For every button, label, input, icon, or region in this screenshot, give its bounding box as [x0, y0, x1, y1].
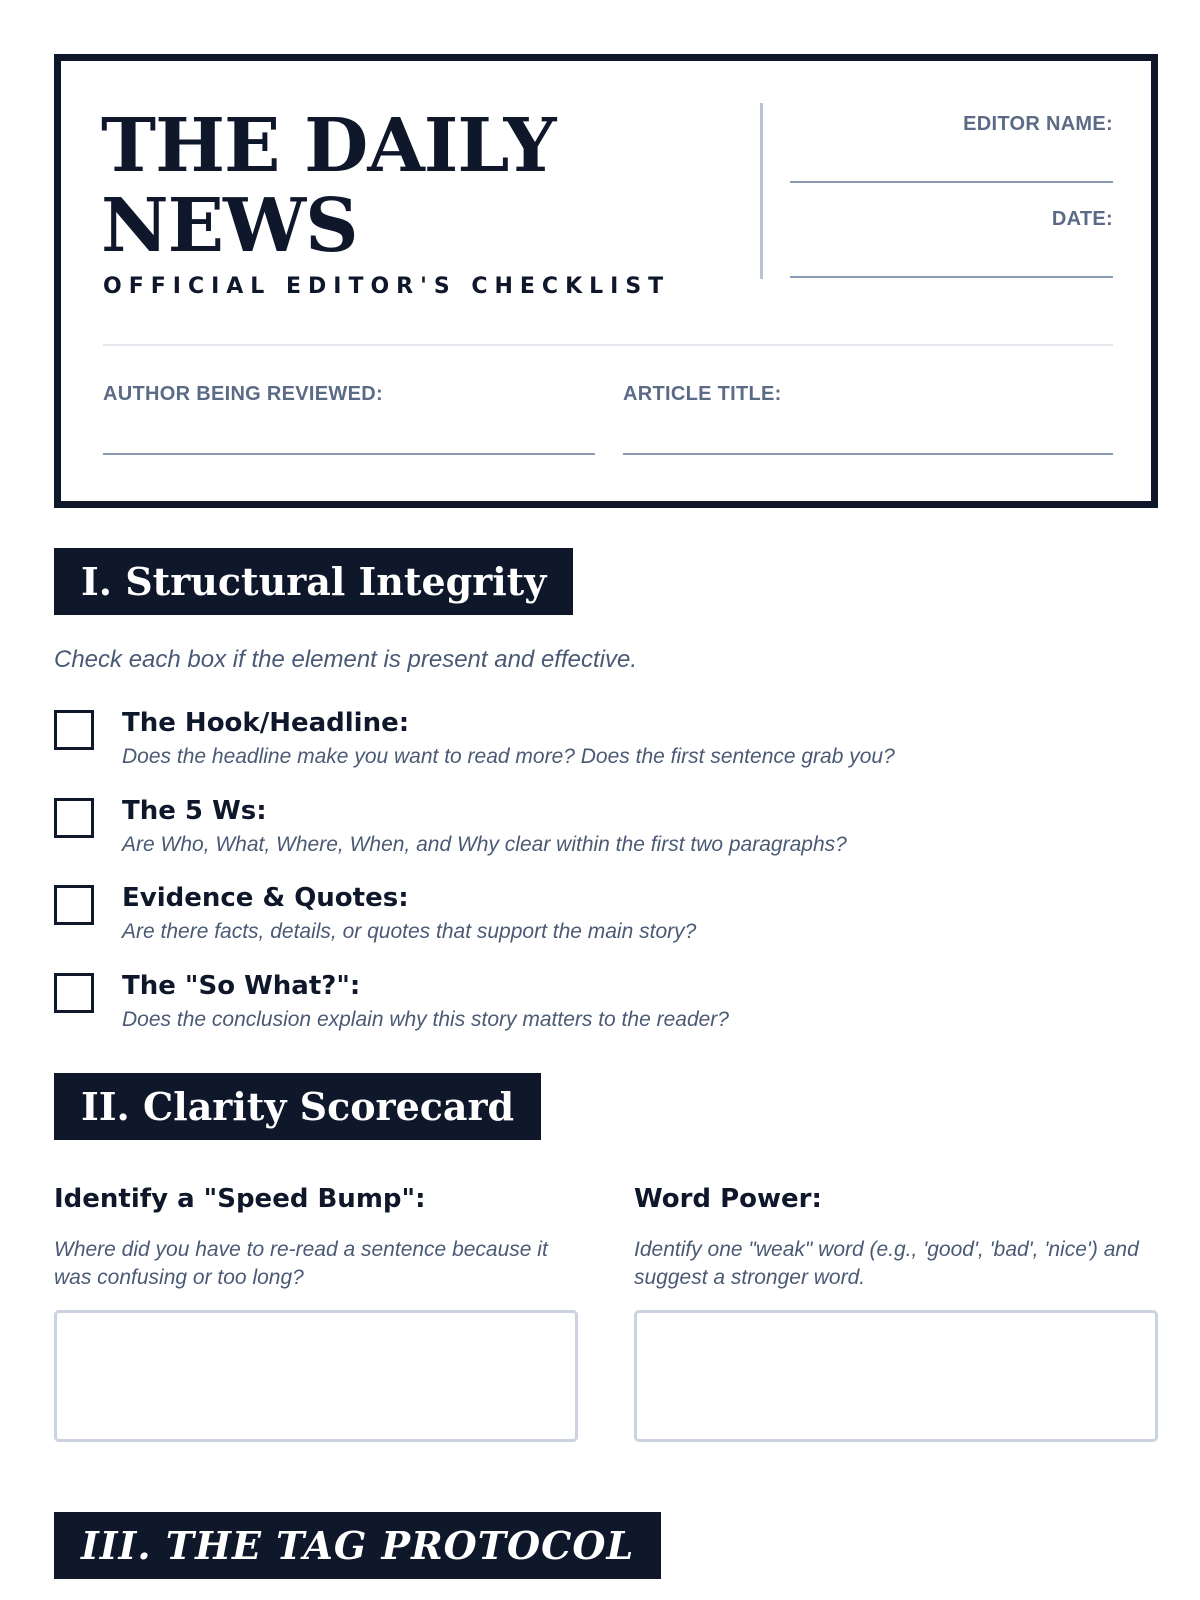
checklist-subtitle: OFFICIAL EDITOR'S CHECKLIST: [103, 274, 671, 299]
author-label: AUTHOR BEING REVIEWED:: [103, 383, 383, 405]
checklist-item: [54, 708, 1104, 788]
newspaper-title: THE DAILY NEWS: [101, 103, 556, 269]
speed-bump-description: Where did you have to re-read a sentence because it was confusing or too long?: [54, 1238, 548, 1289]
word-power-column: [634, 1184, 1158, 1444]
date-field[interactable]: [790, 198, 1113, 278]
speed-bump-answer-box[interactable]: [54, 1310, 578, 1442]
article-title-label: ARTICLE TITLE:: [623, 383, 782, 405]
checklist-item: [54, 971, 1104, 1051]
author-field[interactable]: [103, 381, 595, 455]
checklist-item-description: Does the conclusion explain why this story matters to the reader?: [122, 1008, 729, 1031]
checklist-item-description: Are there facts, details, or quotes that support the main story?: [122, 920, 697, 943]
masthead-box: [54, 54, 1158, 508]
editor-name-field[interactable]: [790, 103, 1113, 183]
checkbox[interactable]: [54, 710, 94, 750]
checklist-item-title: The "So What?":: [122, 971, 361, 1001]
word-power-description: Identify one "weak" word (e.g., 'good', 'bad', 'nice') and suggest a stronger word.: [634, 1238, 1139, 1289]
checklist-item-title: The 5 Ws:: [122, 796, 267, 826]
checklist-item: [54, 883, 1104, 963]
checkbox[interactable]: [54, 885, 94, 925]
checkbox[interactable]: [54, 798, 94, 838]
vertical-divider: [760, 103, 763, 279]
editor-name-label: EDITOR NAME:: [963, 113, 1113, 135]
checkbox[interactable]: [54, 973, 94, 1013]
checklist-item-title: Evidence & Quotes:: [122, 883, 409, 913]
checklist-item-description: Are Who, What, Where, When, and Why clear within the first two paragraphs?: [122, 833, 847, 856]
header-divider: [103, 344, 1113, 346]
word-power-title: Word Power:: [634, 1184, 822, 1214]
speed-bump-title: Identify a "Speed Bump":: [54, 1184, 426, 1214]
date-label: DATE:: [1051, 208, 1113, 230]
section-heading-structural: I. Structural Integrity: [54, 548, 573, 615]
checklist-item-description: Does the headline make you want to read more? Does the first sentence grab you?: [122, 745, 895, 768]
checklist-item-title: The Hook/Headline:: [122, 708, 410, 738]
article-title-field[interactable]: [623, 381, 1113, 455]
structural-instructions: Check each box if the element is present and effective.: [54, 646, 637, 673]
section-heading-tag-protocol: III. THE TAG PROTOCOL: [54, 1512, 661, 1579]
section-heading-clarity: II. Clarity Scorecard: [54, 1073, 541, 1140]
word-power-answer-box[interactable]: [634, 1310, 1158, 1442]
checklist-item: [54, 796, 1104, 876]
speed-bump-column: [54, 1184, 578, 1444]
